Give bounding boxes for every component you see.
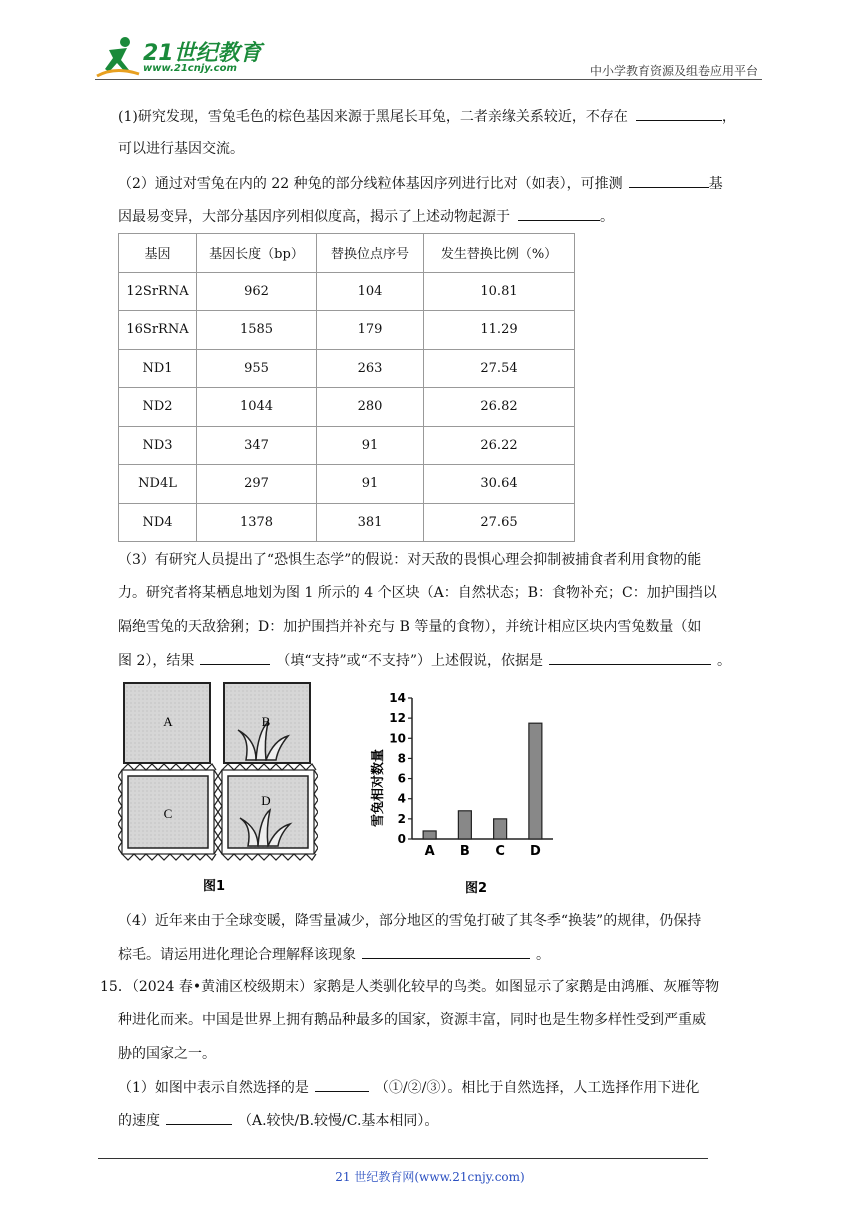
- x-tick-label: C: [495, 844, 505, 859]
- table-cell: 27.65: [424, 503, 575, 542]
- q4-line1: （4）近年来由于全球变暖，降雪量减少，部分地区的雪兔打破了其冬季“换装”的规律，仍保持: [118, 913, 702, 929]
- y-tick-label: 0: [397, 832, 406, 846]
- table-header-cell: 基因: [119, 234, 197, 273]
- table-cell: 955: [197, 349, 317, 388]
- runner-logo-icon: [95, 36, 141, 78]
- q15-line3: 胁的国家之一。: [118, 1046, 216, 1062]
- q3-line1: （3）有研究人员提出了“恐惧生态学”的假说：对天敌的畏惧心理会抑制被捕食者利用食物的能: [118, 552, 702, 568]
- logo-url: www.21cnjy.com: [143, 63, 237, 74]
- y-tick-label: 6: [397, 771, 406, 786]
- q1-line2: 可以进行基因交流。: [118, 141, 244, 157]
- bar-a: [423, 831, 436, 839]
- footer-divider: [98, 1158, 708, 1159]
- x-tick-label: D: [529, 844, 541, 859]
- q2-blank-2[interactable]: [518, 206, 600, 221]
- table-cell: 26.82: [424, 388, 575, 427]
- table-cell: 1378: [197, 503, 317, 542]
- figure-1-caption: 图1: [202, 879, 226, 894]
- logo-text: 21世纪教育: [143, 41, 262, 66]
- header-divider: [95, 79, 762, 80]
- table-cell: ND2: [119, 388, 197, 427]
- q1-blank[interactable]: [636, 106, 722, 121]
- table-cell: 1044: [197, 388, 317, 427]
- table-row: [119, 388, 575, 427]
- y-tick-label: 12: [389, 711, 406, 726]
- table-cell: 263: [317, 349, 424, 388]
- q15-blank-1[interactable]: [315, 1077, 369, 1092]
- table-row: [119, 503, 575, 542]
- plot-label-a: A: [163, 714, 173, 729]
- bar-b: [458, 811, 471, 839]
- figure-2-chart: [368, 688, 568, 898]
- table-cell: 104: [317, 272, 424, 311]
- y-tick-label: 10: [389, 731, 406, 746]
- logo: [95, 36, 265, 78]
- table-cell: 11.29: [424, 311, 575, 350]
- table-row: [119, 465, 575, 504]
- table-cell: 26.22: [424, 426, 575, 465]
- table-row: [119, 311, 575, 350]
- q3-line2: 力。研究者将某栖息地划为图 1 所示的 4 个区块（A：自然状态；B：食物补充；C：加护围挡以: [118, 585, 717, 601]
- table-header-cell: 基因长度（bp）: [197, 234, 317, 273]
- table-cell: 962: [197, 272, 317, 311]
- q1-line1: (1)研究发现，雪兔毛色的棕色基因来源于黑尾长耳兔，二者亲缘关系较近，不存在 ，: [118, 106, 758, 127]
- table-header-cell: 替换位点序号: [317, 234, 424, 273]
- plot-label-b: B: [261, 714, 271, 729]
- y-tick-label: 2: [397, 811, 406, 826]
- table-cell: 27.54: [424, 349, 575, 388]
- q3-blank-1[interactable]: [200, 650, 270, 665]
- x-tick-label: A: [424, 844, 435, 859]
- table-cell: 1585: [197, 311, 317, 350]
- q2-line1: （2）通过对雪兔在内的 22 种兔的部分线粒体基因序列进行比对（如表），可推测 基: [118, 173, 758, 194]
- table-cell: 91: [317, 465, 424, 504]
- q15-sub1-line1: （1）如图中表示自然选择的是 （①/②/③）。相比于自然选择，人工选择作用下进化: [118, 1077, 758, 1098]
- table-cell: 347: [197, 426, 317, 465]
- q2-line2: 因最易变异，大部分基因序列相似度高，揭示了上述动物起源于 。: [118, 206, 758, 227]
- table-cell: 16SrRNA: [119, 311, 197, 350]
- y-axis-label: 雪兔相对数量: [371, 748, 386, 828]
- q15-line1: 15．（2024 春•黄浦区校级期末）家鹅是人类驯化较早的鸟类。如图显示了家鹅是由鸿雁、灰雁等物: [100, 979, 720, 995]
- table-cell: ND4: [119, 503, 197, 542]
- table-cell: ND4L: [119, 465, 197, 504]
- footer-text: 21 世纪教育网(www.21cnjy.com): [335, 1170, 525, 1184]
- table-row: [119, 349, 575, 388]
- q4-line2: 棕毛。请运用进化理论合理解释该现象 。: [118, 944, 758, 965]
- q15-line2: 种进化而来。中国是世界上拥有鹅品种最多的国家，资源丰富，同时也是生物多样性受到严重威: [118, 1012, 706, 1028]
- table-cell: ND1: [119, 349, 197, 388]
- table-cell: 280: [317, 388, 424, 427]
- table-header-cell: 发生替换比例（%）: [424, 234, 575, 273]
- plot-label-d: D: [261, 793, 271, 808]
- q3-line4: 图 2），结果 （填“支持”或“不支持”）上述假说，依据是 。: [118, 650, 758, 671]
- x-tick-label: B: [459, 844, 470, 859]
- table-cell: 30.64: [424, 465, 575, 504]
- y-tick-label: 8: [397, 751, 406, 766]
- q3-blank-2[interactable]: [549, 650, 711, 665]
- q15-sub1-line2: 的速度 （A.较快/B.较慢/C.基本相同）。: [118, 1110, 758, 1131]
- bar-c: [494, 819, 507, 839]
- y-tick-label: 14: [389, 691, 406, 705]
- table-cell: 12SrRNA: [119, 272, 197, 311]
- figure-2-caption: 图2: [464, 881, 488, 896]
- table-cell: ND3: [119, 426, 197, 465]
- q2-blank-1[interactable]: [629, 173, 709, 188]
- plot-label-c: C: [163, 806, 173, 821]
- table-header-row: [119, 234, 575, 273]
- table-cell: 381: [317, 503, 424, 542]
- table-cell: 179: [317, 311, 424, 350]
- gene-table: [118, 233, 575, 542]
- table-cell: 10.81: [424, 272, 575, 311]
- table-cell: 297: [197, 465, 317, 504]
- figure-1-plots: [118, 678, 318, 898]
- q3-line3: 隔绝雪兔的天敌猞猁；D：加护围挡并补充与 B 等量的食物），并统计相应区块内雪兔数量（如: [118, 619, 702, 635]
- y-tick-label: 4: [397, 791, 406, 806]
- table-row: [119, 272, 575, 311]
- q4-blank[interactable]: [362, 944, 530, 959]
- header-platform-text: 中小学教育资源及组卷应用平台: [589, 64, 758, 78]
- bar-d: [529, 723, 542, 839]
- table-cell: 91: [317, 426, 424, 465]
- table-row: [119, 426, 575, 465]
- q15-blank-2[interactable]: [166, 1110, 232, 1125]
